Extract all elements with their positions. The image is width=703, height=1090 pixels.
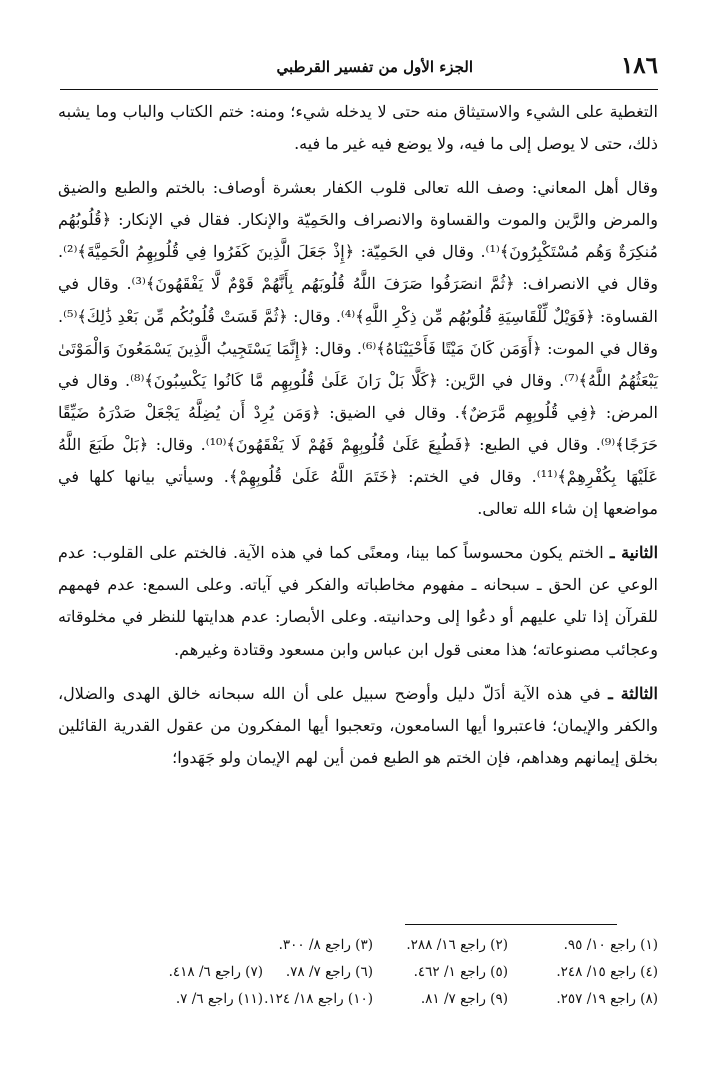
- footnote: (٥) راجع ١/ ٤٦٢.: [413, 964, 508, 980]
- paragraph-1: التغطية على الشيء والاستيثاق منه حتى لا يدخله شيء؛ ومنه: ختم الكتاب والباب وما يشبه ذلك، حتى لا يوصل إلى ما فيه، ولا يوضع فيه غير ما فيه.: [58, 102, 658, 154]
- paragraph-gap: [58, 666, 658, 678]
- footnote-line: [60, 959, 658, 986]
- paragraph-3: [58, 537, 658, 665]
- footnote: (١) راجع ١٠/ ٩٥.: [563, 937, 658, 953]
- footnote-line: [60, 986, 658, 1013]
- footnote-rule: [405, 924, 617, 925]
- paragraph-text: في هذه الآية أدَلّ دليل وأوضح سبيل على أن الله سبحانه خالق الهدى والضلال، والكفر والإيمان؛ فاعتبروا أيها السامعون، وتعجبوا أيها المفكرون من عقول القدرية القائلين بخلق إيمانهم وهداهم، فإن الختم هو الطبع فمن أين لهم الإيمان ولو جَهَدوا؛: [58, 683, 658, 767]
- paragraph-gap: [58, 160, 658, 172]
- page-number: ١٨٦: [620, 52, 658, 79]
- header-rule: [60, 89, 658, 90]
- footnote: (٦) راجع ٧/ ٧٨.: [285, 964, 373, 980]
- footnote: (٩) راجع ٧/ ٨١.: [420, 991, 508, 1007]
- footnote-line: [60, 932, 658, 959]
- footnote: (٤) راجع ١٥/ ٢٤٨.: [556, 964, 658, 980]
- section-heading: الثالثة ـ: [608, 683, 658, 703]
- running-header: [60, 52, 658, 92]
- section-heading: الثانية ـ: [609, 543, 659, 563]
- footnote: (١١) راجع ٦/ ٧.: [175, 991, 263, 1007]
- paragraph-2: وقال أهل المعاني: وصف الله تعالى قلوب الكفار بعشرة أوصاف: بالختم والطبع والضيق والمرض والرَّين والموت والقساوة والانصراف والحَمِيّة والإنكار. فقال في الإنكار: ﴿قُلُوبُهُم مُنكِرَةٌ وَهُم مُسْتَكْبِرُونَ﴾⁽¹⁾. وقال في الحَمِيّة: ﴿إِذْ جَعَلَ الَّذِينَ كَفَرُوا فِي قُلُوبِهِمُ الْحَمِيَّةَ﴾⁽²⁾. وقال في الانصراف: ﴿ثُمَّ انصَرَفُوا صَرَفَ اللَّهُ قُلُوبَهُم بِأَنَّهُمْ قَوْمٌ لَّا يَفْقَهُونَ﴾⁽³⁾. وقال في القساوة: ﴿فَوَيْلٌ لِّلْقَاسِيَةِ قُلُوبُهُم مِّن ذِكْرِ اللَّهِ﴾⁽⁴⁾. وقال: ﴿ثُمَّ قَسَتْ قُلُوبُكُم مِّن بَعْدِ ذَٰلِكَ﴾⁽⁵⁾. وقال في الموت: ﴿أَوَمَن كَانَ مَيْتًا فَأَحْيَيْنَاهُ﴾⁽⁶⁾. وقال: ﴿إِنَّمَا يَسْتَجِيبُ الَّذِينَ يَسْمَعُونَ وَالْمَوْتَىٰ يَبْعَثُهُمُ اللَّهُ﴾⁽⁷⁾. وقال في الرَّين: ﴿كَلَّا بَلْ رَانَ عَلَىٰ قُلُوبِهِم مَّا كَانُوا يَكْسِبُونَ﴾⁽⁸⁾. وقال في المرض: ﴿فِي قُلُوبِهِم مَّرَضٌ﴾. وقال في الضيق: ﴿وَمَن يُرِدْ أَن يُضِلَّهُ يَجْعَلْ صَدْرَهُ ضَيِّقًا حَرَجًا﴾⁽⁹⁾. وقال في الطبع: ﴿فَطُبِعَ عَلَىٰ قُلُوبِهِمْ فَهُمْ لَا يَفْقَهُونَ﴾⁽¹⁰⁾. وقال: ﴿بَلْ طَبَعَ اللَّهُ عَلَيْهَا بِكُفْرِهِمْ﴾⁽¹¹⁾. وقال في الختم: ﴿خَتَمَ اللَّهُ عَلَىٰ قُلُوبِهِمْ﴾. وسيأتي بيانها كلها في مواضعها إن شاء الله تعالى.: [58, 178, 659, 519]
- paragraph-text: الختم يكون محسوساً كما بينا، ومعنًى كما في هذه الآية. فالختم على القلوب: عدم الوعي عن الحق ـ سبحانه ـ مفهوم مخاطباته والفكر في آياته. وعلى السمع: عدم فهمهم للقرآن إذا تلي عليهم أو دعُوا إلى وحدانيته. وعلى الأبصار: عدم هدايتها للنظر في مخلوقاته وعجائب مصنوعاته؛ هذا معنى قول ابن عباس وابن مسعود وقتادة وغيرهم.: [58, 543, 659, 659]
- footnotes: [60, 932, 658, 1013]
- paragraph-gap: [58, 525, 658, 537]
- footnote: (٢) راجع ١٦/ ٢٨٨.: [406, 937, 508, 953]
- running-title: الجزء الأول من تفسير القرطبي: [276, 58, 473, 76]
- footnote: (٣) راجع ٨/ ٣٠٠.: [278, 937, 373, 953]
- footnote: (٧) راجع ٦/ ٤١٨.: [168, 964, 263, 980]
- footnote: (٨) راجع ١٩/ ٢٥٧.: [556, 991, 658, 1007]
- paragraph-4: [58, 678, 658, 774]
- main-text: [58, 96, 658, 774]
- footnote: (١٠) راجع ١٨/ ١٢٤.: [264, 991, 373, 1007]
